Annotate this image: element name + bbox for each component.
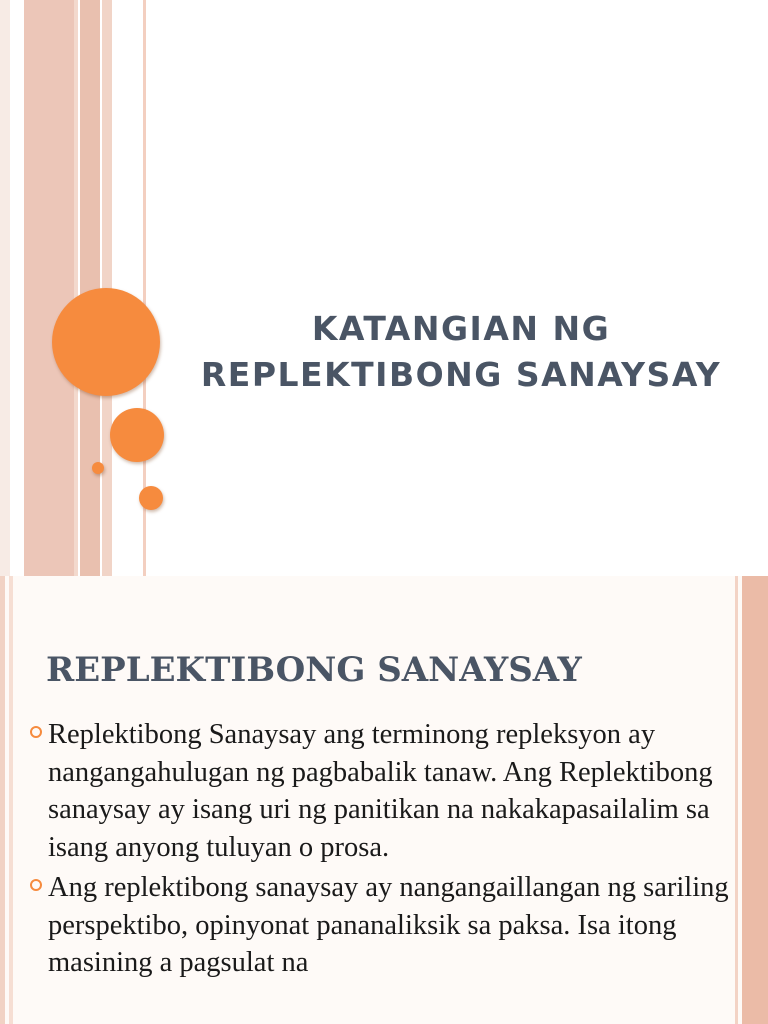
decorative-stripe <box>0 0 10 576</box>
decorative-circle-tiny <box>92 462 104 474</box>
slide-title <box>160 306 762 398</box>
decorative-stripe <box>0 576 5 1024</box>
decorative-circle-large <box>52 288 160 396</box>
circle-bullet-icon <box>30 879 42 891</box>
content-slide <box>0 576 768 1024</box>
list-item <box>28 869 744 982</box>
decorative-circle-small <box>139 486 163 510</box>
circle-bullet-icon <box>30 726 42 738</box>
bullet-list <box>28 716 744 985</box>
decorative-stripe <box>742 576 768 1024</box>
decorative-circle-medium <box>110 408 164 462</box>
decorative-stripe <box>9 576 13 1024</box>
decorative-stripe <box>24 0 74 576</box>
slide-title-line-1: KATANGIAN NG <box>311 309 611 348</box>
bullet-text: Replektibong Sanaysay ang terminong repleksyon ay nangangahulugan ng pagbabalik tanaw. Ang Replektibong sanaysay ay isang uri ng panitikan na nakakapasailalim sa isang anyong tuluyan o prosa. <box>48 719 713 863</box>
decorative-stripe <box>74 0 78 576</box>
content-slide-title: REPLEKTIBONG SANAYSAY <box>46 650 582 690</box>
list-item <box>28 716 744 866</box>
slide-title-line-2: REPLEKTIBONG SANAYSAY <box>200 355 722 394</box>
bullet-text: Ang replektibong sanaysay ay nangangaillangan ng sariling perspektibo, opinyonat pananaliksik sa paksa. Isa itong masining a pagsulat na <box>48 872 729 978</box>
